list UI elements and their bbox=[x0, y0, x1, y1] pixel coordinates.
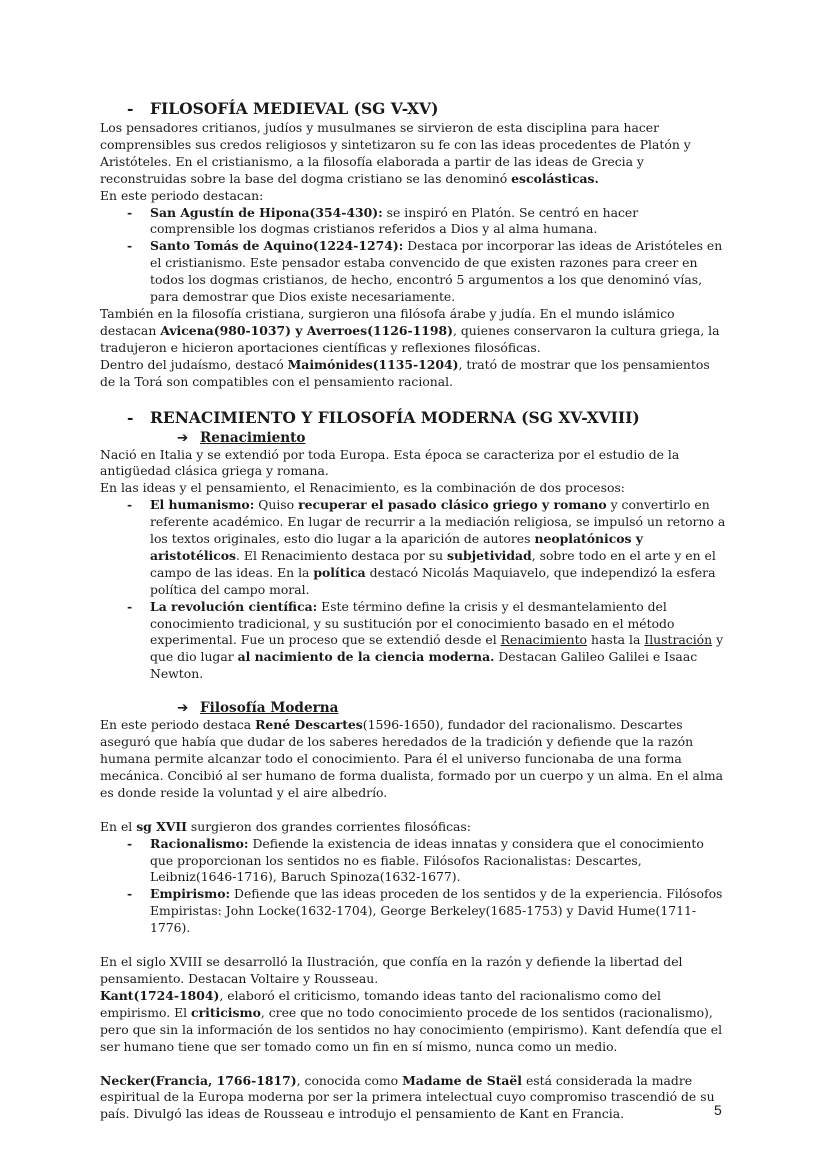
corrientes-list bbox=[100, 836, 726, 937]
page-number: 5 bbox=[714, 1102, 722, 1118]
ilustracion-paragraph: En el siglo XVIII se desarrolló la Ilustración, que confía en la razón y defiende la libertad del pensamiento. Destacan Voltaire y Rousseau. bbox=[100, 954, 683, 986]
necker-paragraph: Necker(Francia, 1766-1817), conocida como Madame de Staël está considerada la madre espiritual de la Europa moderna por ser la primera intelectual cuyo compromiso trascendió de su país. Divulgó las ideas de Rousseau e introdujo el pensamiento de Kant en Francia. bbox=[100, 1072, 715, 1122]
medieval-list bbox=[100, 205, 726, 306]
arrow-right-icon: ➔ bbox=[177, 700, 189, 717]
section-heading-medieval bbox=[100, 98, 726, 120]
arrow-right-icon: ➔ bbox=[177, 429, 189, 446]
list-item-revolucion: - La revolución científica: Este término define la crisis y el desmantelamiento del conocimiento tradicional, y su sustitución por el conocimiento basado en el método experimental. Fue un proceso que se extendió desde el Renacimiento hasta la Ilustración y que dio lugar al nacimiento de la ciencia moderna. Destacan Galileo Galilei e Isaac Newton. bbox=[127, 598, 724, 682]
renacimiento-list bbox=[100, 497, 726, 683]
descartes-paragraph: En este periodo destaca René Descartes(1596-1650), fundador del racionalismo. Descartes aseguró que había que dudar de los saberes heredados de la tradición y defiende que la razón humana permite alcanzar todo el conocimiento. Para él el universo funcionaba de una forma mecánica. Concibió al ser humano de forma dualista, formado por un cuerpo y un alma. En el alma es donde reside la voluntad y el aire albedrío. bbox=[100, 717, 724, 800]
medieval-intro: Los pensadores critianos, judíos y musulmanes se sirvieron de esta disciplina para hacer comprensibles sus credos religiosos y sintetizaron su fe con las ideas procedentes de Platón y Aristóteles. En el cristianismo, a la filosofía elaborada a partir de las ideas de Grecia y reconstruidas sobre la base del dogma cristiano se las denominó escolásticas. bbox=[100, 120, 691, 186]
heading-text: FILOSOFÍA MEDIEVAL (SG V-XV) bbox=[150, 99, 439, 118]
renacimiento-intro: Nació en Italia y se extendió por toda Europa. Esta época se caracteriza por el estudio de la antigüedad clásica griega y romana. bbox=[100, 446, 680, 479]
subheading-filosofia-moderna: ➔ Filosofía Moderna bbox=[177, 700, 339, 717]
list-item: - San Agustín de Hipona(354-430): se inspiró en Platón. Se centró en hacer comprensible los dogmas cristianos referidos a Dios y al alma humana. bbox=[127, 204, 639, 237]
renacimiento-lead: En las ideas y el pensamiento, el Renacimiento, es la combinación de dos procesos: bbox=[100, 480, 625, 496]
heading-dash: - bbox=[127, 407, 134, 427]
list-item: - Santo Tomás de Aquino(1224-1274): Destaca por incorporar las ideas de Aristóteles en el cristianismo. Este pensador estaba convencido de que existen razones para creer en todos los dogmas cristianos, de hecho, encontró 5 argumentos a los que denominó vías, para demostrar que Dios existe necesariamente. bbox=[127, 238, 723, 305]
heading-dash: - bbox=[127, 99, 134, 118]
heading-text: RENACIMIENTO Y FILOSOFÍA MODERNA (SG XV-XVIII) bbox=[150, 407, 640, 427]
subheading-renacimiento: ➔ Renacimiento bbox=[177, 429, 306, 446]
medieval-lead: En este periodo destacan: bbox=[100, 187, 264, 203]
list-item-racionalismo: - Racionalismo: Defiende la existencia de ideas innatas y considera que el conocimiento que proporcionan los sentidos no es fiable. Filósofos Racionalistas: Descartes, Leibniz(1646-1716), Baruch Spinoza(1632-1677). bbox=[127, 835, 704, 885]
list-item-empirismo: - Empirismo: Defiende que las ideas proceden de los sentidos y de la experiencia. Filósofos Empiristas: John Locke(1632-1704), George Berkeley(1685-1753) y David Hume(1711-1776). bbox=[127, 886, 723, 936]
medieval-arab: También en la filosofía cristiana, surgieron una filósofa árabe y judía. En el mundo islámico destacan Avicena(980-1037) y Averroes(1126-1198), quienes conservaron la cultura griega, la tradujeron e hicieron aportaciones científicas y reflexiones filosóficas. bbox=[100, 305, 720, 355]
kant-paragraph: Kant(1724-1804), elaboró el criticismo, tomando ideas tanto del racionalismo como del empirismo. El criticismo, cree que no todo conocimiento procede de los sentidos (racionalismo), pero que sin la información de los sentidos no hay conocimiento (empirismo). Kant defendía que el ser humano tiene que ser tomado como un fin en sí mismo, nunca como un medio. bbox=[100, 987, 723, 1054]
medieval-judaism: Dentro del judaísmo, destacó Maimónides(1135-1204), trató de mostrar que los pensamientos de la Torá son compatibles con el pensamiento racional. bbox=[100, 356, 710, 389]
sg-xvii-lead: En el sg XVII surgieron dos grandes corrientes filosóficas: bbox=[100, 818, 471, 834]
section-heading-moderna bbox=[100, 407, 726, 429]
list-item-humanismo: - El humanismo: Quiso recuperar el pasado clásico griego y romano y convertirlo en referente académico. En lugar de recurrir a la mediación religiosa, se impulsó un retorno a los textos originales, esto dio lugar a la aparición de autores neoplatónicos y aristotélicos. El Renacimiento destaca por su subjetividad, sobre todo en el arte y en el campo de las ideas. En la política destacó Nicolás Maquiavelo, que independizó la esfera política del campo moral. bbox=[127, 497, 726, 597]
document-page bbox=[100, 98, 726, 1123]
